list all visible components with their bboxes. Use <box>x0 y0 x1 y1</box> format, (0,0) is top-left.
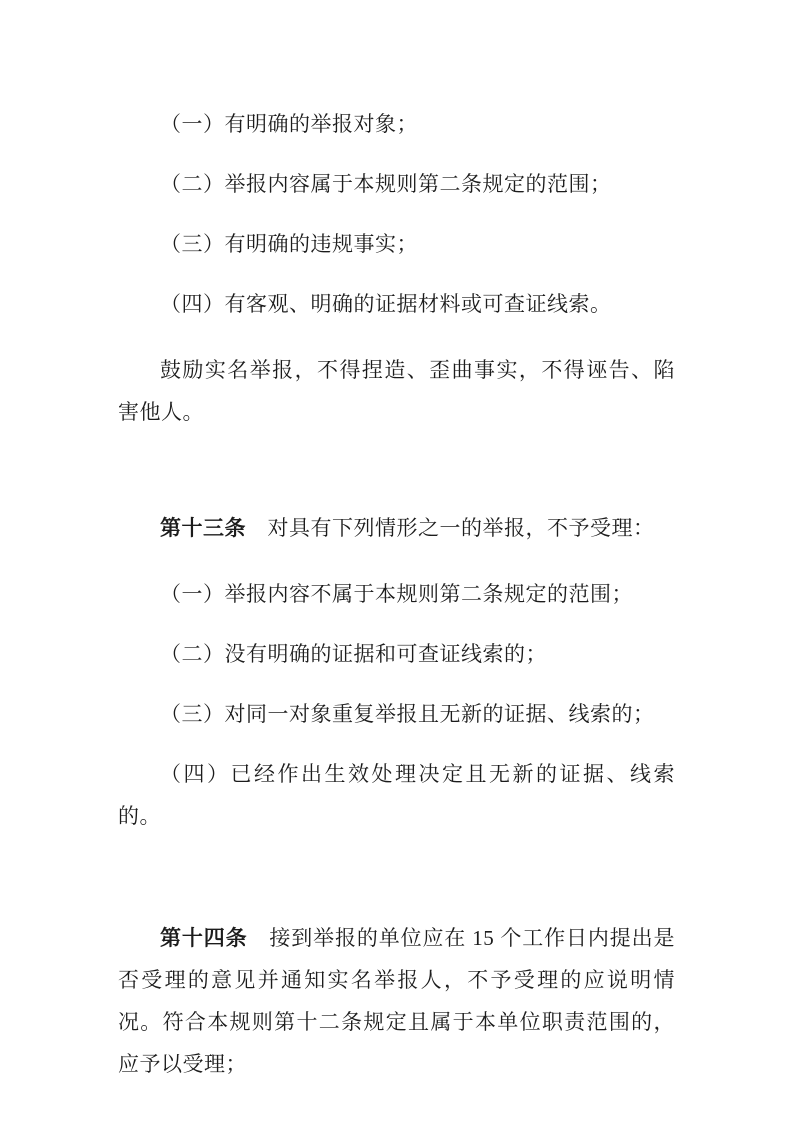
article-14-number: 第十四条 <box>160 926 248 950</box>
article-13-text: 对具有下列情形之一的举报，不予受理： <box>246 516 655 540</box>
rejection-item-3 <box>118 693 675 735</box>
acceptance-condition-item-2 <box>118 163 675 205</box>
rejection-item-2 <box>118 633 675 675</box>
rejection-2-text: （二）没有明确的证据和可查证线索的； <box>160 642 547 666</box>
rejection-item-1 <box>118 573 675 615</box>
real-name-encouragement-text: 鼓励实名举报，不得捏造、歪曲事实，不得诬告、陷害他人。 <box>118 358 675 424</box>
article-14-text: 接到举报的单位应在 15 个工作日内提出是否受理的意见并通知实名举报人，不予受理的应说明情况。符合本规则第十二条规定且属于本单位职责范围的，应予以受理； <box>118 926 676 1076</box>
acceptance-condition-item-1 <box>118 103 675 145</box>
article-13-number: 第十三条 <box>160 516 246 540</box>
article-14-paragraph <box>118 917 675 1085</box>
condition-3-text: （三）有明确的违规事实； <box>160 232 418 256</box>
article-13-paragraph <box>118 507 675 549</box>
real-name-encouragement-paragraph <box>118 349 675 433</box>
acceptance-condition-item-3 <box>118 223 675 265</box>
condition-1-text: （一）有明确的举报对象； <box>160 112 418 136</box>
condition-4-text: （四）有客观、明确的证据材料或可查证线索。 <box>160 292 612 316</box>
rejection-3-text: （三）对同一对象重复举报且无新的证据、线索的； <box>160 702 655 726</box>
rejection-item-4 <box>118 753 675 837</box>
acceptance-condition-item-4 <box>118 283 675 325</box>
rejection-1-text: （一）举报内容不属于本规则第二条规定的范围； <box>160 582 633 606</box>
rejection-4-text: （四）已经作出生效处理决定且无新的证据、线索的。 <box>118 762 675 828</box>
condition-2-text: （二）举报内容属于本规则第二条规定的范围； <box>160 172 612 196</box>
